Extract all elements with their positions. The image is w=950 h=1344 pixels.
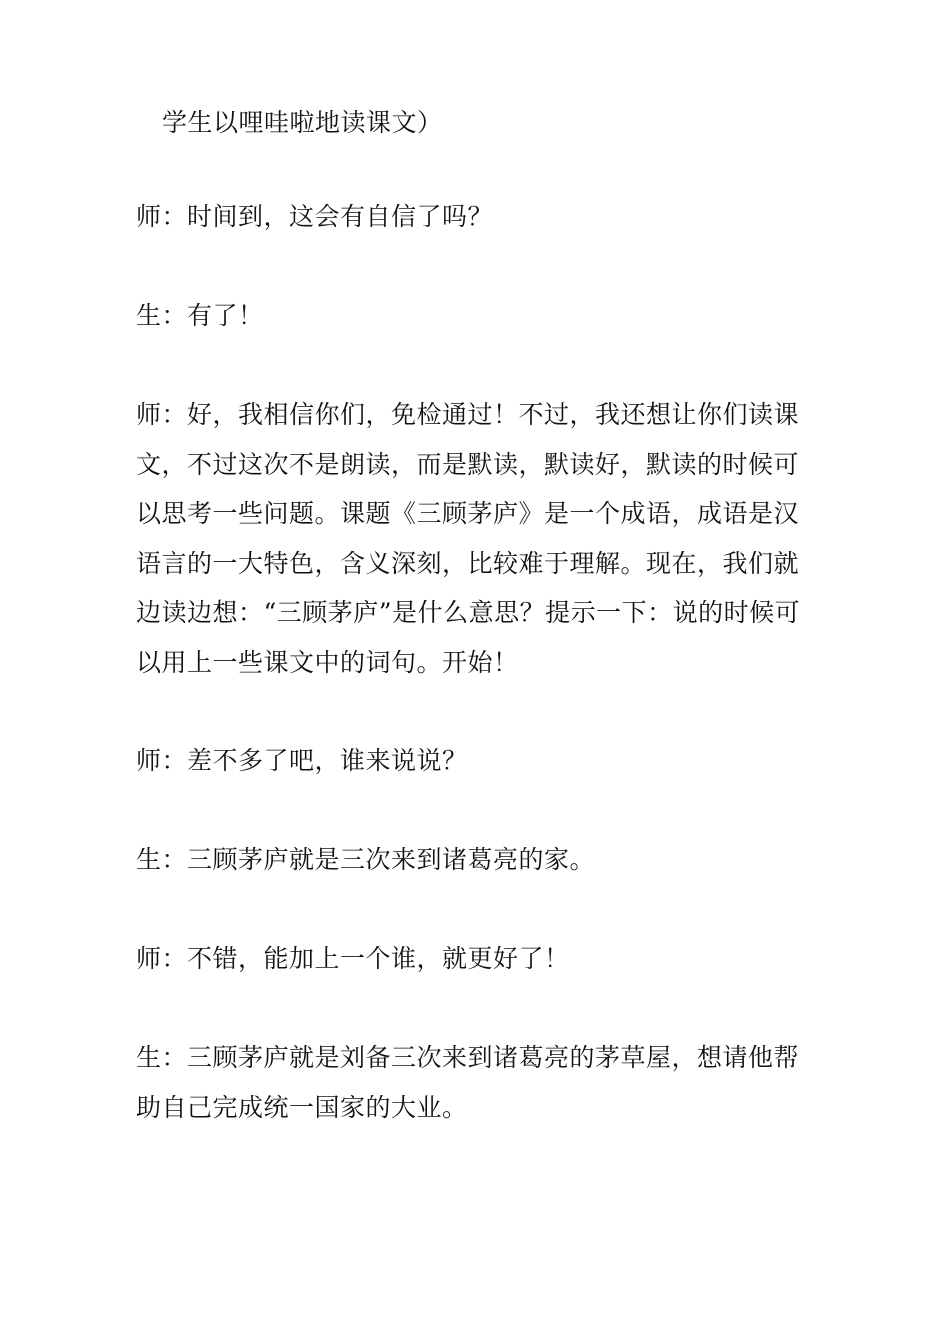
paragraph-teacher-who-speaks: 师：差不多了吧，谁来说说？: [136, 746, 468, 775]
paragraph-student-yes: 生：有了！: [136, 301, 264, 330]
paragraph-teacher-time-up: 师：时间到，这会有自信了吗？: [136, 202, 494, 231]
paragraph-teacher-instructions: 师：好，我相信你们，免检通过！不过，我还想让你们读课文，不过这次不是朗读，而是默读，默读好，默读的时候可以思考一些问题。课题《三顾茅庐》是一个成语，成语是汉语言的一大特色，含义深刻，比较难于理解。现在，我们就边读边想：“三顾茅庐”是什么意思？提示一下：说的时候可以用上一些课文中的词句。开始！: [136, 400, 801, 677]
paragraph-reading-note: 学生以哩哇啦地读课文）: [162, 108, 443, 137]
paragraph-teacher-feedback: 师：不错，能加上一个谁，就更好了！: [136, 944, 570, 973]
paragraph-student-answer-1: 生：三顾茅庐就是三次来到诸葛亮的家。: [136, 845, 596, 874]
paragraph-student-answer-2: 生：三顾茅庐就是刘备三次来到诸葛亮的茅草屋，想请他帮助自己完成统一国家的大业。: [136, 1043, 800, 1122]
